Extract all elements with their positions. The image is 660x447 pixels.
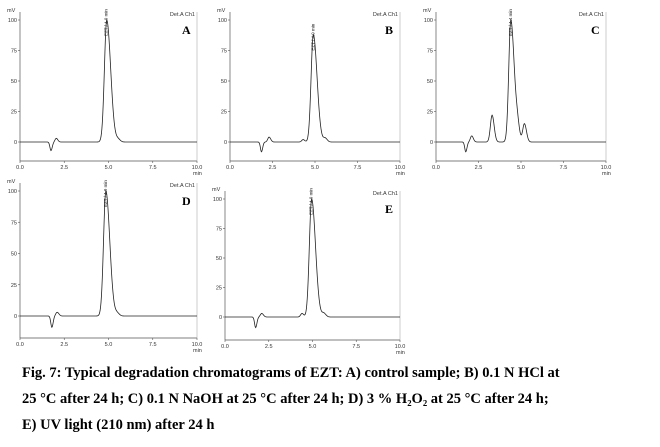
x-tick-label: 10.0 bbox=[600, 165, 612, 171]
x-unit-label: min bbox=[396, 171, 405, 177]
chromatogram-trace bbox=[436, 20, 606, 152]
y-unit-label: mV bbox=[217, 8, 226, 14]
chromatogram-b bbox=[217, 8, 405, 177]
y-tick-label: 100 bbox=[7, 189, 17, 195]
x-tick-label: 5.0 bbox=[311, 165, 319, 171]
y-tick-label: 50 bbox=[215, 256, 222, 262]
panel-label: E bbox=[385, 202, 394, 216]
caption-line-1: Fig. 7: Typical degradation chromatograms of EZT: A) control sample; B) 0.1 N HCl at bbox=[22, 365, 560, 381]
y-unit-label: mV bbox=[7, 8, 16, 14]
caption-line-2: 25 °C after 24 h; C) 0.1 N NaOH at 25 °C after 24 h; D) 3 % H₂O₂ at 25 °C after 24 h; bbox=[22, 391, 549, 407]
x-tick-label: 7.5 bbox=[148, 342, 157, 348]
x-tick-label: 5.0 bbox=[308, 344, 317, 350]
y-tick-label: 75 bbox=[215, 226, 222, 233]
x-tick-label: 10.0 bbox=[191, 165, 203, 171]
detector-label: Det.A Ch1 bbox=[169, 12, 195, 18]
chromatogram-trace bbox=[230, 35, 400, 152]
figure-caption bbox=[22, 360, 652, 438]
chromatogram-d bbox=[7, 179, 202, 354]
y-tick-label: 100 bbox=[423, 18, 433, 24]
x-unit-label: min bbox=[193, 171, 202, 177]
x-tick-label: 2.5 bbox=[264, 344, 273, 350]
peak-label: EZT / 4.4 min bbox=[507, 9, 513, 36]
x-unit-label: min bbox=[602, 171, 611, 177]
chromatogram-trace bbox=[20, 20, 197, 151]
panel-label: D bbox=[182, 194, 191, 208]
detector-label: Det.A Ch1 bbox=[169, 183, 195, 189]
x-unit-label: min bbox=[193, 348, 202, 354]
y-tick-label: 50 bbox=[426, 79, 433, 85]
peak-label: EZT / 4.9 min bbox=[102, 180, 108, 207]
y-tick-label: 0 bbox=[223, 140, 227, 146]
y-tick-label: 100 bbox=[7, 18, 17, 24]
x-tick-label: 2.5 bbox=[474, 165, 483, 171]
y-tick-label: 50 bbox=[10, 79, 17, 85]
x-tick-label: 7.5 bbox=[148, 165, 157, 171]
y-tick-label: 75 bbox=[426, 48, 433, 55]
y-unit-label: mV bbox=[7, 179, 16, 185]
x-tick-label: 2.5 bbox=[60, 342, 69, 348]
y-unit-label: mV bbox=[423, 8, 432, 14]
chromatogram-trace bbox=[20, 191, 197, 327]
y-tick-label: 0 bbox=[429, 140, 433, 146]
x-tick-label: 7.5 bbox=[353, 165, 362, 171]
panel-label: A bbox=[182, 23, 191, 37]
detector-label: Det.A Ch1 bbox=[372, 12, 398, 18]
x-tick-label: 0.0 bbox=[221, 344, 229, 350]
detector-label: Det.A Ch1 bbox=[578, 12, 604, 18]
y-tick-label: 25 bbox=[10, 109, 17, 116]
detector-label: Det.A Ch1 bbox=[372, 191, 398, 197]
y-unit-label: mV bbox=[212, 187, 221, 193]
panel-label: B bbox=[385, 23, 394, 37]
x-unit-label: min bbox=[396, 350, 405, 356]
y-tick-label: 50 bbox=[10, 251, 17, 258]
x-tick-label: 0.0 bbox=[432, 165, 440, 171]
x-tick-label: 2.5 bbox=[268, 165, 277, 171]
y-tick-label: 75 bbox=[220, 48, 227, 55]
x-tick-label: 7.5 bbox=[559, 165, 568, 171]
chromatogram-a bbox=[7, 8, 202, 177]
y-tick-label: 0 bbox=[13, 140, 17, 146]
y-tick-label: 100 bbox=[217, 18, 227, 24]
chromatogram-e bbox=[212, 187, 405, 356]
x-tick-label: 5.0 bbox=[517, 165, 525, 171]
x-tick-label: 10.0 bbox=[191, 342, 203, 348]
y-tick-label: 50 bbox=[220, 79, 227, 85]
y-tick-label: 100 bbox=[212, 197, 222, 203]
y-tick-label: 25 bbox=[215, 285, 222, 292]
chromatogram-trace bbox=[225, 199, 400, 328]
y-tick-label: 25 bbox=[426, 109, 433, 116]
x-tick-label: 0.0 bbox=[16, 165, 24, 171]
y-tick-label: 25 bbox=[220, 109, 227, 116]
y-tick-label: 25 bbox=[10, 282, 17, 289]
chromatogram-c bbox=[423, 8, 611, 177]
x-tick-label: 5.0 bbox=[104, 165, 113, 171]
x-tick-label: 10.0 bbox=[394, 165, 406, 171]
x-tick-label: 0.0 bbox=[226, 165, 234, 171]
y-tick-label: 0 bbox=[218, 315, 222, 321]
x-tick-label: 5.0 bbox=[104, 342, 113, 348]
peak-label: EZT / 4.9 min bbox=[310, 23, 316, 51]
y-tick-label: 75 bbox=[10, 48, 17, 55]
peak-label: EZT / 4.9 min bbox=[103, 9, 109, 36]
x-tick-label: 0.0 bbox=[16, 342, 24, 348]
y-tick-label: 75 bbox=[10, 220, 17, 227]
peak-label: EZT / 4.9 min bbox=[308, 188, 314, 215]
x-tick-label: 7.5 bbox=[352, 344, 361, 350]
panel-label: C bbox=[591, 23, 600, 37]
x-tick-label: 10.0 bbox=[394, 344, 406, 350]
y-tick-label: 0 bbox=[13, 314, 17, 320]
caption-line-3: E) UV light (210 nm) after 24 h bbox=[22, 417, 215, 433]
x-tick-label: 2.5 bbox=[60, 165, 69, 171]
